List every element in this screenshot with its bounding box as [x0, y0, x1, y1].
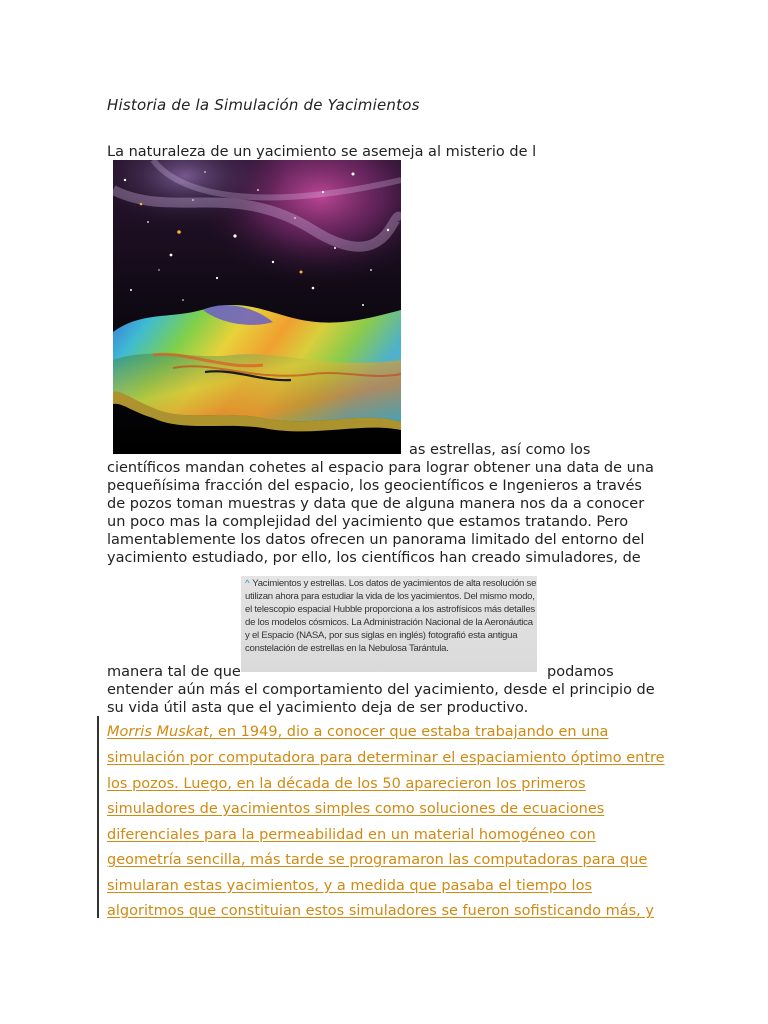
link-line[interactable]: geometría sencilla, más tarde se programaron las computadoras para que: [107, 852, 648, 868]
caption-line: y el Espacio (NASA, por sus siglas en inglés) fotografió esta antigua: [245, 629, 518, 641]
paragraph-line: su vida útil asta que el yacimiento deja de ser productivo.: [107, 700, 529, 716]
paragraph-line: manera tal de que: [107, 664, 241, 680]
blockquote-bar: [97, 716, 99, 918]
paragraph-line: as estrellas, así como los: [409, 442, 591, 458]
caption-line: de los modelos cósmicos. La Administración Nacional de la Aeronáutica: [245, 616, 533, 628]
paragraph-line: entender aún más el comportamiento del yacimiento, desde el principio de: [107, 682, 655, 698]
link-line[interactable]: algoritmos que constituian estos simuladores se fueron sofisticando más, y: [107, 903, 654, 919]
link-line[interactable]: simularan estas yacimientos, y a medida que pasaba el tiempo los: [107, 878, 592, 894]
paragraph-line: lamentablemente los datos ofrecen un panorama limitado del entorno del: [107, 532, 645, 548]
link-line[interactable]: Morris Muskat, en 1949, dio a conocer que estaba trabajando en una: [107, 724, 609, 740]
paragraph-line: podamos: [547, 664, 614, 680]
link-line[interactable]: simuladores de yacimientos simples como soluciones de ecuaciones: [107, 801, 605, 817]
document-title: Historia de la Simulación de Yacimientos: [107, 96, 420, 114]
paragraph-line: de pozos toman muestras y data que de alguna manera nos da a conocer: [107, 496, 645, 512]
paragraph-line: científicos mandan cohetes al espacio para lograr obtener una data de una: [107, 460, 654, 476]
caption-line: utilizan ahora para estudiar la vida de los yacimientos. Del mismo modo,: [245, 590, 535, 602]
caret-icon: ^: [245, 578, 250, 589]
morris-muskat-link[interactable]: Morris Muskat: [107, 724, 209, 740]
caption-line: el telescopio espacial Hubble proporciona a los astrofísicos más detalles: [245, 603, 535, 615]
link-line[interactable]: simulación por computadora para determinar el espaciamiento óptimo entre: [107, 750, 665, 766]
link-line[interactable]: los pozos. Luego, en la década de los 50 aparecieron los primeros: [107, 776, 586, 792]
intro-text: La naturaleza de un yacimiento se asemeja al misterio de l: [107, 144, 537, 160]
paragraph-line: yacimiento estudiado, por ello, los científicos han creado simuladores, de: [107, 550, 641, 566]
nebula-reservoir-image: [113, 160, 401, 454]
link-line[interactable]: diferenciales para la permeabilidad en un material homogéneo con: [107, 827, 596, 843]
caption-image: [241, 576, 537, 672]
paragraph-line: pequeñísima fracción del espacio, los geocientíficos e Ingenieros a través: [107, 478, 642, 494]
caption-line: ^ Yacimientos y estrellas. Los datos de yacimientos de alta resolución se: [245, 578, 537, 589]
caption-line: constelación de estrellas en la Nebulosa Tarántula.: [245, 642, 449, 654]
paragraph-line: un poco mas la complejidad del yacimiento que estamos tratando. Pero: [107, 514, 629, 530]
